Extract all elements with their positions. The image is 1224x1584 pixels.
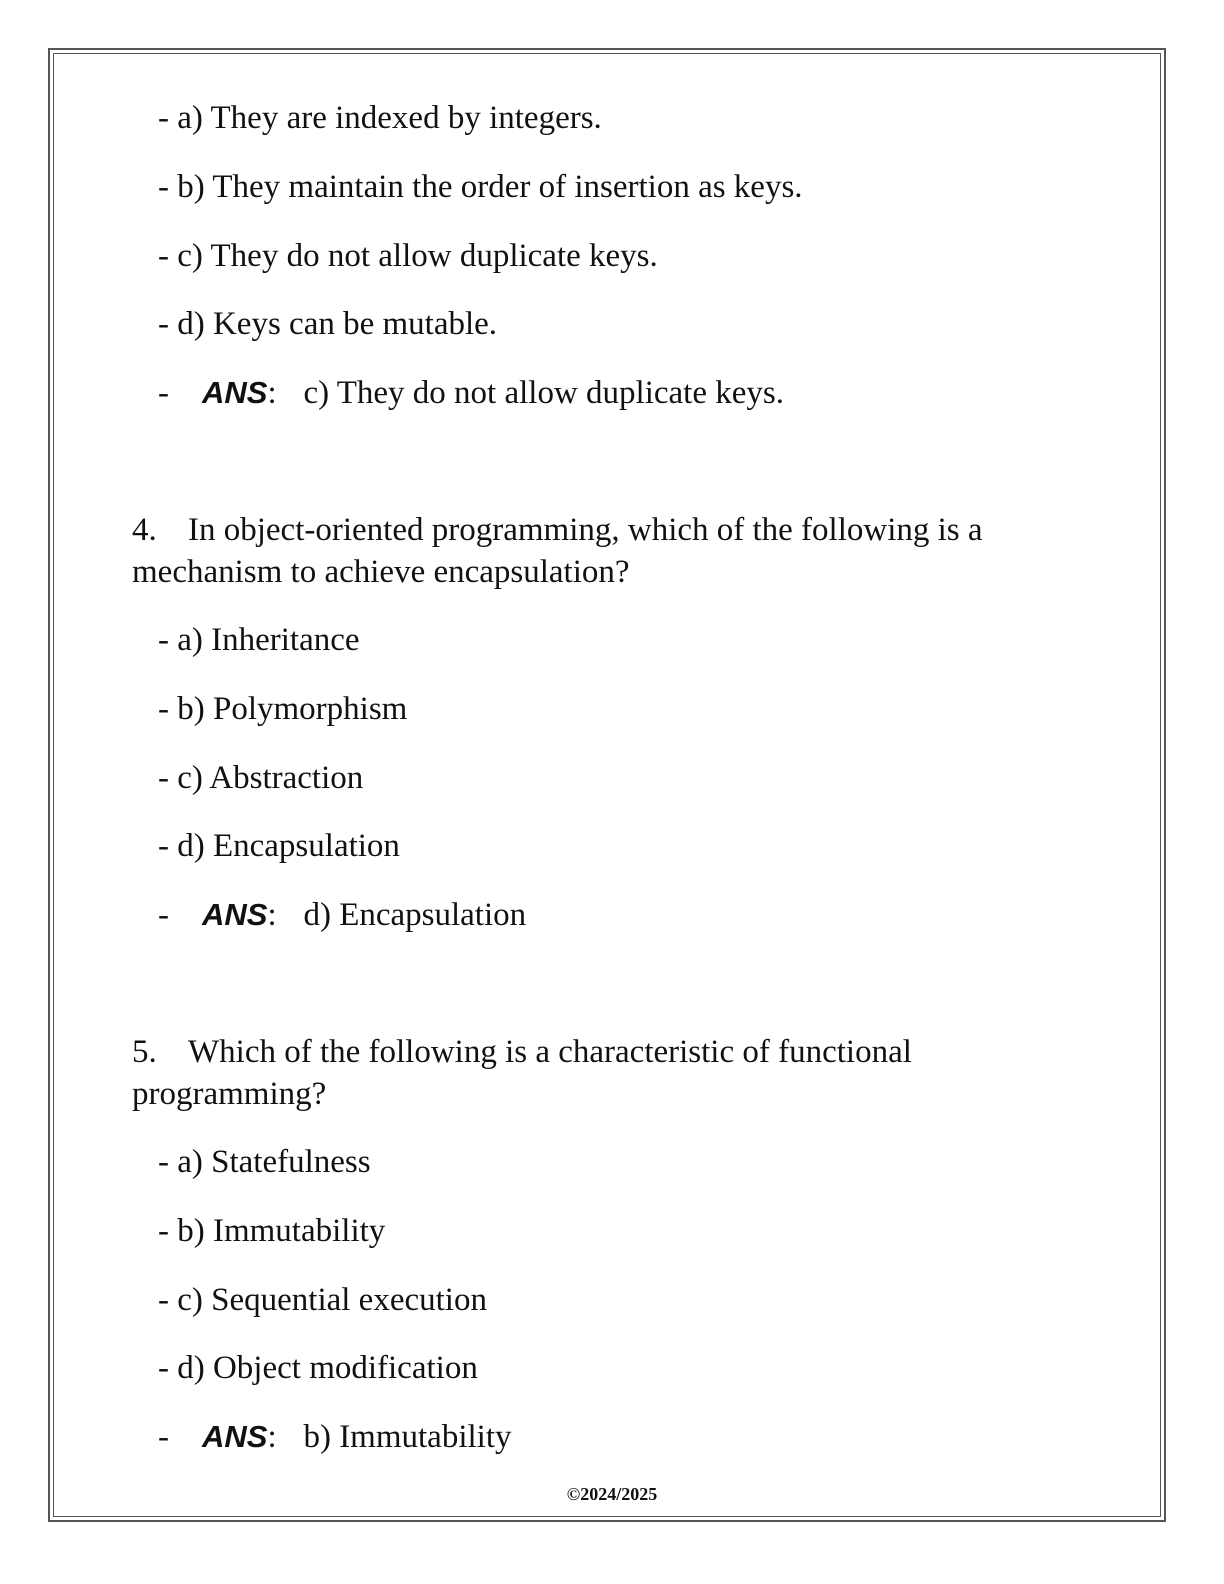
answer-text: d) Encapsulation <box>303 897 527 933</box>
option-d: - d) Keys can be mutable. <box>158 306 498 342</box>
answer-colon: : <box>267 375 277 411</box>
answer-dash: - <box>158 1419 169 1455</box>
answer-row <box>158 372 784 414</box>
answer-dash: - <box>158 897 169 933</box>
answer-label: ANS <box>202 897 268 932</box>
answer-text: b) Immutability <box>303 1419 512 1455</box>
option-b: - b) They maintain the order of insertion as keys. <box>158 169 803 205</box>
option-c: - c) Sequential execution <box>158 1282 487 1318</box>
answer-row <box>158 1416 512 1458</box>
option-a: - a) Inheritance <box>158 622 360 658</box>
copyright-footer: ©2024/2025 <box>566 1484 658 1504</box>
question-text: Which of the following is a characteristic of functional programming? <box>132 1034 912 1112</box>
answer-colon: : <box>267 897 277 933</box>
answer-dash: - <box>158 375 169 411</box>
question-4 <box>132 509 1072 593</box>
option-c: - c) They do not allow duplicate keys. <box>158 238 658 274</box>
option-b: - b) Polymorphism <box>158 691 408 727</box>
option-d: - d) Encapsulation <box>158 828 400 864</box>
option-c: - c) Abstraction <box>158 760 364 796</box>
question-number: 5. <box>132 1034 157 1070</box>
option-a: - a) They are indexed by integers. <box>158 100 602 136</box>
answer-label: ANS <box>202 375 268 410</box>
answer-label: ANS <box>202 1419 268 1454</box>
question-5 <box>132 1031 1072 1115</box>
answer-colon: : <box>267 1419 277 1455</box>
answer-row <box>158 894 526 936</box>
option-b: - b) Immutability <box>158 1213 386 1249</box>
option-a: - a) Statefulness <box>158 1144 371 1180</box>
question-number: 4. <box>132 512 157 548</box>
answer-text: c) They do not allow duplicate keys. <box>303 375 784 411</box>
question-text: In object-oriented programming, which of the following is a mechanism to achieve encapsulation? <box>132 512 983 590</box>
option-d: - d) Object modification <box>158 1350 478 1386</box>
